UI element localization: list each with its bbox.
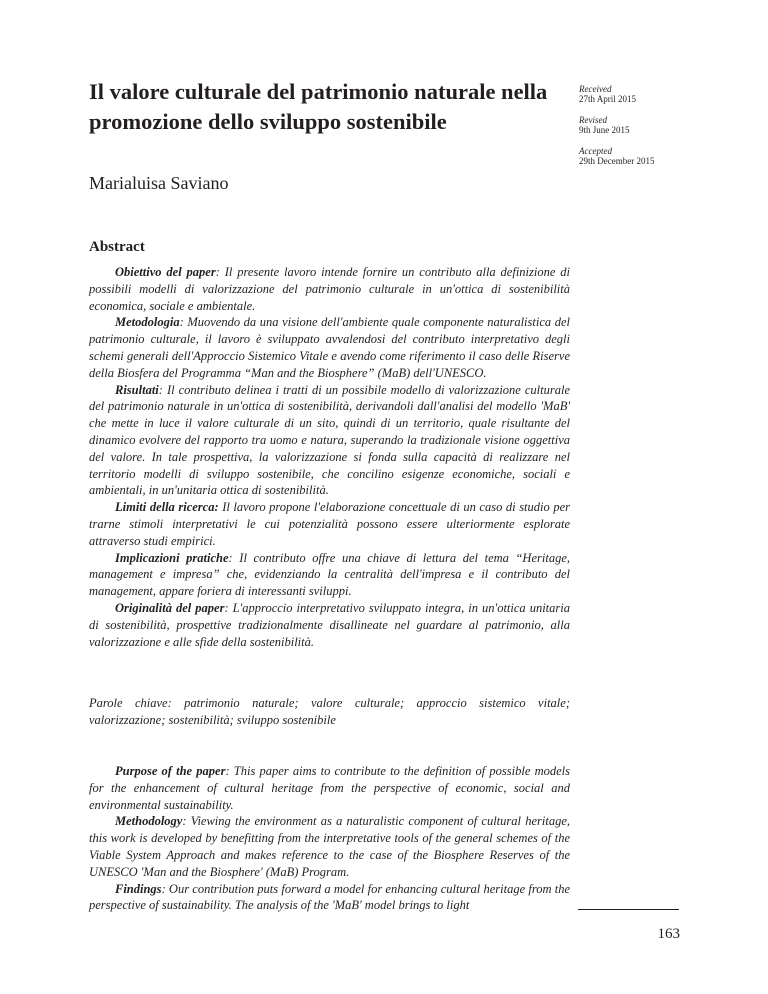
paragraph-text: : Viewing the environment as a naturalistic component of cultural heritage, this work is developed by benefitting from the interpretative tools of the general schemes of the Viable System Approach and makes reference to the case of the Biosphere Reserves of the UNESCO 'Man and the Biosphere' (MaB) Program. [89, 814, 570, 879]
abstract-paragraph [89, 813, 570, 880]
paragraph-text: : L'approccio interpretativo sviluppato integra, in un'ottica unitaria di sostenibilità, prospettive tradizionalmente disallineate nel guardare al patrimonio, alla valorizzazione e alle sfide della sostenibilità. [89, 600, 570, 649]
paragraph-text: : Our contribution puts forward a model for enhancing cultural heritage from the perspective of sustainability. The analysis of the 'MaB' model brings to light [89, 881, 570, 913]
received-date: 27th April 2015 [579, 94, 637, 104]
revised-label: Revised [579, 115, 607, 125]
accepted-label: Accepted [579, 146, 612, 156]
paragraph-lead: Limiti della ricerca: [115, 500, 219, 515]
abstract-paragraph [89, 382, 570, 500]
author-name: Marialuisa Saviano [89, 173, 229, 193]
abstract-paragraph [89, 314, 570, 381]
paragraph-lead: Implicazioni pratiche [115, 550, 229, 565]
abstract-paragraph [89, 881, 570, 915]
paragraph-lead: Methodology [115, 814, 183, 829]
paragraph-text: : This paper aims to contribute to the definition of possible models for the enhancement of cultural heritage from the perspective of economic, social and environmental sustainability. [89, 764, 570, 812]
paragraph-text: : Il contributo offre una chiave di lettura del tema “Heritage, management e impresa” che, evidenziando la centralità dell'impresa e il contributo del management, appare foriera di interessanti sviluppi. [89, 550, 570, 599]
paragraph-text: Il lavoro propone l'elaborazione concettuale di un caso di studio per trarne stimoli interpretativi le cui potenzialità possono essere ulteriormente esplorate attraverso studi empirici. [89, 500, 570, 548]
english-abstract [89, 763, 570, 914]
submission-dates [579, 84, 719, 177]
paragraph-lead: Originalità del paper [115, 600, 225, 615]
italian-abstract [89, 264, 570, 650]
footer-rule [578, 909, 679, 910]
abstract-paragraph [89, 600, 570, 650]
paragraph-text: : Muovendo da una visione dell'ambiente quale componente naturalistica del patrimonio culturale, il lavoro è sviluppato avvalendosi del contributo interpretativo degli schemi generali dell'Approccio Sistemico Vitale e avendo come riferimento il caso delle Riserve della Biosfera del Programma “Man and the Biosphere” (MaB) dell'UNESCO. [89, 315, 570, 380]
abstract-paragraph [89, 550, 570, 600]
keywords [89, 695, 570, 729]
paragraph-lead: Obiettivo del paper [115, 265, 216, 279]
received-block [579, 84, 719, 104]
abstract-paragraph [89, 264, 570, 314]
paragraph-text: : Il presente lavoro intende fornire un contributo alla definizione di possibili modelli di valorizzazione del patrimonio culturale in un'ottica di sostenibilità economica, sociale e ambientale. [89, 265, 571, 313]
paragraph-lead: Metodologia [115, 315, 180, 330]
paragraph-text: : Il contributo delinea i tratti di un possibile modello di valorizzazione culturale del patrimonio naturale in un'ottica di sostenibilità, derivandoli dall'analisi del modello 'MaB' che mette in luce il valore culturale di un sito, quindi di un territorio, quale risultante del dinamico evolvere del rapporto tra uomo e natura, superando la tradizionale visione oggettiva del valore. In tale prospettiva, la valorizzazione si fonda sulla capacità di realizzare nel territorio modelli di sviluppo sostenibile, che concilino esigenze economiche, sociali e ambientali, in un'unitaria ottica di sostenibilità. [89, 382, 570, 498]
accepted-block [579, 146, 719, 166]
abstract-paragraph [89, 499, 570, 549]
page-number: 163 [657, 926, 680, 942]
received-label: Received [579, 84, 612, 94]
revised-date: 9th June 2015 [579, 125, 630, 135]
revised-block [579, 115, 719, 135]
paragraph-lead: Findings [115, 881, 162, 896]
paragraph-lead: Purpose of the paper [115, 764, 226, 778]
paper-title: Il valore culturale del patrimonio naturale nella promozione dello sviluppo sostenibile [89, 79, 548, 134]
paragraph-lead: Risultati [115, 382, 159, 397]
accepted-date: 29th December 2015 [579, 156, 655, 166]
abstract-paragraph [89, 763, 570, 813]
keywords-text: Parole chiave: patrimonio naturale; valore culturale; approccio sistemico vitale; valorizzazione; sostenibilità; sviluppo sostenibile [89, 696, 570, 727]
abstract-heading: Abstract [89, 239, 145, 255]
